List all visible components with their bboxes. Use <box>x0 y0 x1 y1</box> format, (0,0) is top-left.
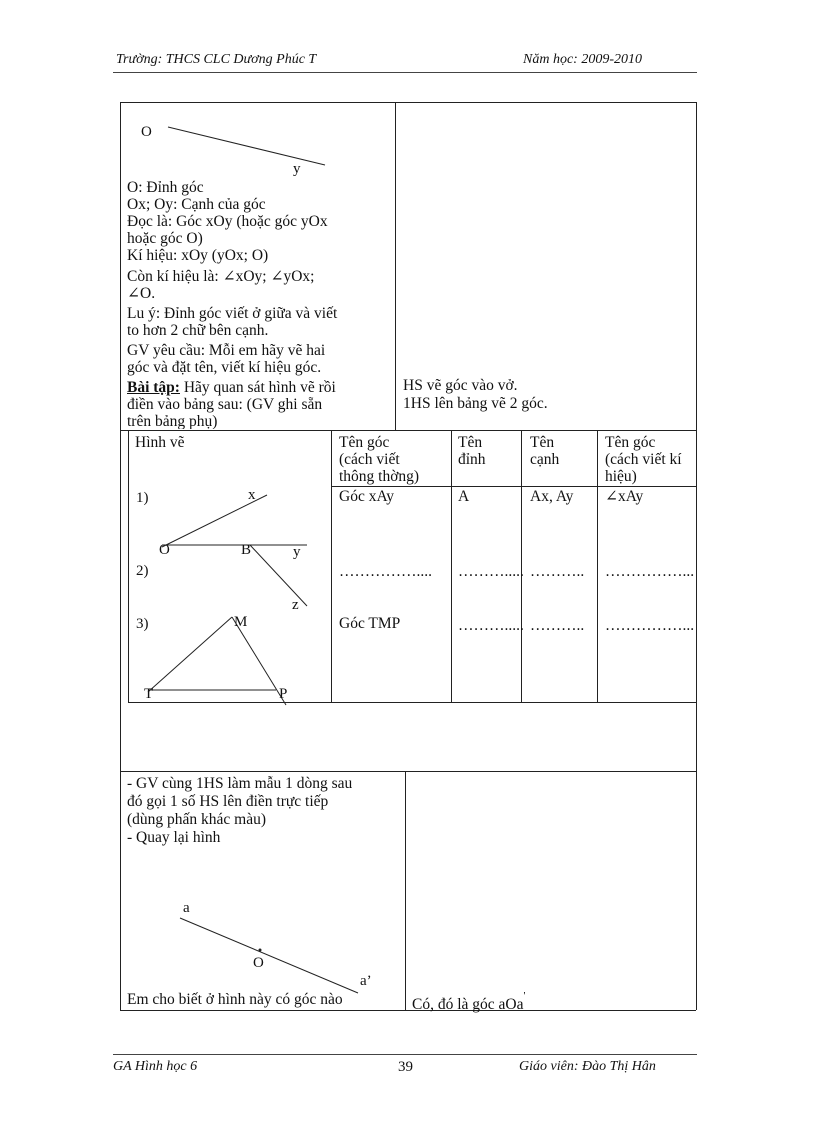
footer-teacher: Giáo viên: Đào Thị Hân <box>519 1059 656 1074</box>
th-sides: Tên <box>530 434 555 451</box>
fig1-label-z: z <box>292 597 299 613</box>
s3-line-2: đó gọi 1 số HS lên điền trực tiếp <box>127 793 329 810</box>
line-note-cont: to hơn 2 chữ bên cạnh. <box>127 322 269 339</box>
fig-label-y: y <box>293 161 301 177</box>
fig3-label-p: P <box>279 686 288 702</box>
line-sides: Ox; Oy: Cạnh của góc <box>127 196 266 213</box>
s3-question: Em cho biết ở hình này có góc nào <box>127 991 343 1008</box>
s3-label-a: a <box>183 900 190 916</box>
cell-r2-symbol: ……………... <box>605 563 695 580</box>
student-board-note: 1HS lên bảng vẽ 2 góc. <box>403 395 548 412</box>
fig1-label-o: O <box>159 542 170 558</box>
angle-symbol-icon: ∠ <box>270 268 284 285</box>
s3-answer: Có, đó là góc aOa' <box>412 990 526 1013</box>
exercise-line: Bài tập: Hãy quan sát hình vẽ rồi <box>127 379 336 396</box>
cell-r2-vertex: ………..... <box>458 563 524 580</box>
fig1-label-y: y <box>293 544 301 560</box>
header-year: Năm học: 2009-2010 <box>523 52 642 67</box>
line-vertex: O: Đỉnh góc <box>127 179 204 196</box>
footer-course: GA Hình học 6 <box>113 1059 198 1074</box>
cell-r3-symbol: ……………... <box>605 617 695 634</box>
line-symbol-o: ∠O. <box>127 285 156 302</box>
row-label-1: 1) <box>136 490 149 506</box>
cell-r2-name: …………….... <box>339 563 432 580</box>
student-draw-note: HS vẽ góc vào vở. <box>403 377 518 394</box>
angle-symbol-icon: ∠ <box>127 285 140 302</box>
th-symbol: Tên góc <box>605 434 656 451</box>
angle-symbol-icon: ∠ <box>222 268 236 285</box>
fig-label-o: O <box>141 124 152 140</box>
exercise-title: Bài tập: <box>127 379 180 396</box>
s3-line-3: (dùng phấn khác màu) <box>127 811 267 828</box>
cell-r3-sides: ……….. <box>530 617 585 634</box>
exercise-line-2: điền vào bảng sau: (GV ghi sẵn <box>127 396 323 413</box>
cell-r1-symbol: ∠xAy <box>605 488 644 505</box>
fig3-label-m: M <box>234 614 248 630</box>
symbol-label: Còn kí hiệu là: <box>127 268 219 285</box>
cell-r3-vertex: ………..... <box>458 617 524 634</box>
fig1-label-b: B <box>241 542 252 558</box>
s3-label-a-prime: a’ <box>360 973 372 989</box>
fig3-label-t: T <box>144 686 154 702</box>
th-figure: Hình vẽ <box>135 434 185 451</box>
th-angle-name: Tên góc <box>339 434 390 451</box>
row-label-3: 3) <box>136 616 149 632</box>
cell-r1-sides: Ax, Ay <box>530 488 574 505</box>
cell-r2-sides: ……….. <box>530 563 585 580</box>
prime-mark: ' <box>523 990 526 1002</box>
line-request: GV yêu cầu: Mỗi em hãy vẽ hai <box>127 342 326 359</box>
th-vertex: Tên <box>458 434 483 451</box>
cell-r1-name: Góc xAy <box>339 488 394 505</box>
line-notation: Kí hiệu: xOy (yOx; O) <box>127 247 269 264</box>
line-read: Đọc là: Góc xOy (hoặc góc yOx <box>127 213 328 230</box>
s3-line-4: - Quay lại hình <box>127 829 221 846</box>
fig1-label-x: x <box>248 487 256 503</box>
cell-r3-name: Góc TMP <box>339 615 401 632</box>
angle-symbol-icon: ∠ <box>605 488 618 505</box>
line-request-cont: góc và đặt tên, viết kí hiệu góc. <box>127 359 322 376</box>
exercise-line-3: trên bảng phụ) <box>127 414 218 429</box>
line-read-cont: hoặc góc O) <box>127 230 203 247</box>
footer-rule <box>113 1054 697 1055</box>
cell-r1-vertex: A <box>458 488 470 505</box>
page-number: 39 <box>398 1059 413 1075</box>
row-label-2: 2) <box>136 563 149 579</box>
line-note: Lu ý: Đỉnh góc viết ở giữa và viết <box>127 305 338 322</box>
s3-label-o: O <box>253 955 264 971</box>
s3-line-1: - GV cùng 1HS làm mẫu 1 dòng sau <box>127 775 353 792</box>
line-symbol: Còn kí hiệu là: ∠xOy; ∠yOx; <box>127 268 315 285</box>
header-school: Trường: THCS CLC Dương Phúc T <box>116 52 317 67</box>
